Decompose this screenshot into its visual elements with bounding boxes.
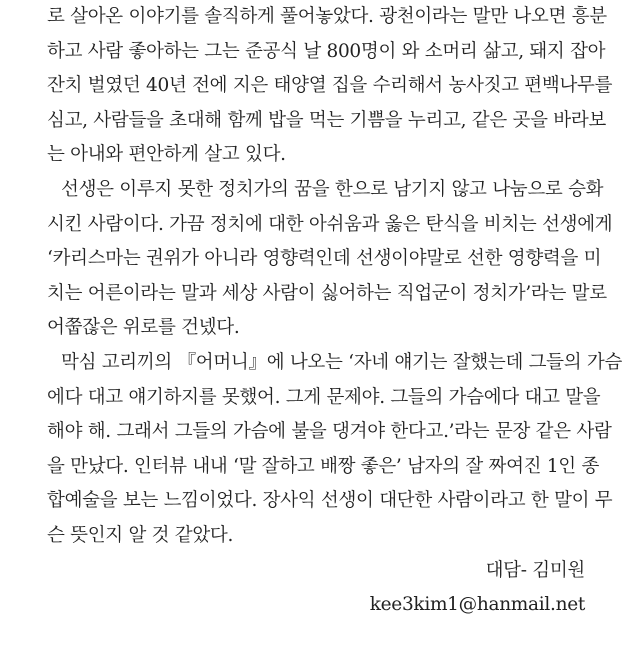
text-line: 선생은 이루지 못한 정치가의 꿈을 한으로 남기지 않고 나눔으로 승화 bbox=[61, 178, 604, 200]
text-line: 에다 대고 얘기하지를 못했어. 그게 문제야. 그들의 가슴에다 대고 말을 bbox=[47, 386, 601, 408]
text-line: 로 살아온 이야기를 솔직하게 풀어놓았다. 광천이라는 말만 나오면 흥분 bbox=[47, 6, 607, 27]
text-line: 하고 사람 좋아하는 그는 준공식 날 800명이 와 소머리 삶고, 돼지 잡아 bbox=[47, 40, 606, 62]
text-line: 슨 뜻인지 알 것 같았다. bbox=[47, 524, 234, 546]
text-line: 는 아내와 편안하게 살고 있다. bbox=[47, 144, 286, 166]
text-line: 어쭙잖은 위로를 건넸다. bbox=[47, 317, 240, 339]
interviewer-byline: 대담- 김미원 bbox=[485, 559, 585, 581]
text-line: 시킨 사람이다. 가끔 정치에 대한 아쉬움과 옳은 탄식을 비치는 선생에게 bbox=[47, 213, 613, 235]
text-line: 해야 해. 그래서 그들의 가슴에 불을 댕겨야 한다고.’라는 문장 같은 사람 bbox=[47, 421, 612, 443]
paragraph-3 bbox=[47, 346, 623, 554]
paragraph-2 bbox=[47, 173, 613, 346]
text-line: 합예술을 보는 느낌이었다. 장사익 선생이 대단한 사람이라고 한 말이 무 bbox=[47, 490, 613, 512]
text-line: 을 만났다. 인터뷰 내내 ‘말 잘하고 배짱 좋은’ 남자의 잘 짜여진 1인 종 bbox=[47, 455, 600, 477]
text-line: 막심 고리끼의 『어머니』에 나오는 ‘자네 얘기는 잘했는데 그들의 가슴 bbox=[61, 351, 623, 373]
interviewer-email: kee3kim1@hanmail.net bbox=[369, 594, 585, 616]
paragraph-1 bbox=[47, 0, 613, 173]
text-line: ‘카리스마는 권위가 아니라 영향력인데 선생이야말로 선한 영향력을 미 bbox=[47, 248, 602, 270]
text-line: 잔치 벌였던 40년 전에 지은 태양열 집을 수리해서 농사짓고 편백나무를 bbox=[47, 75, 613, 97]
text-line: 심고, 사람들을 초대해 함께 밥을 먹는 기쁨을 누리고, 같은 곳을 바라보 bbox=[47, 109, 606, 131]
text-line: 치는 어른이라는 말과 세상 사람이 싫어하는 직업군이 정치가’라는 말로 bbox=[47, 282, 607, 304]
article-body bbox=[47, 0, 623, 623]
